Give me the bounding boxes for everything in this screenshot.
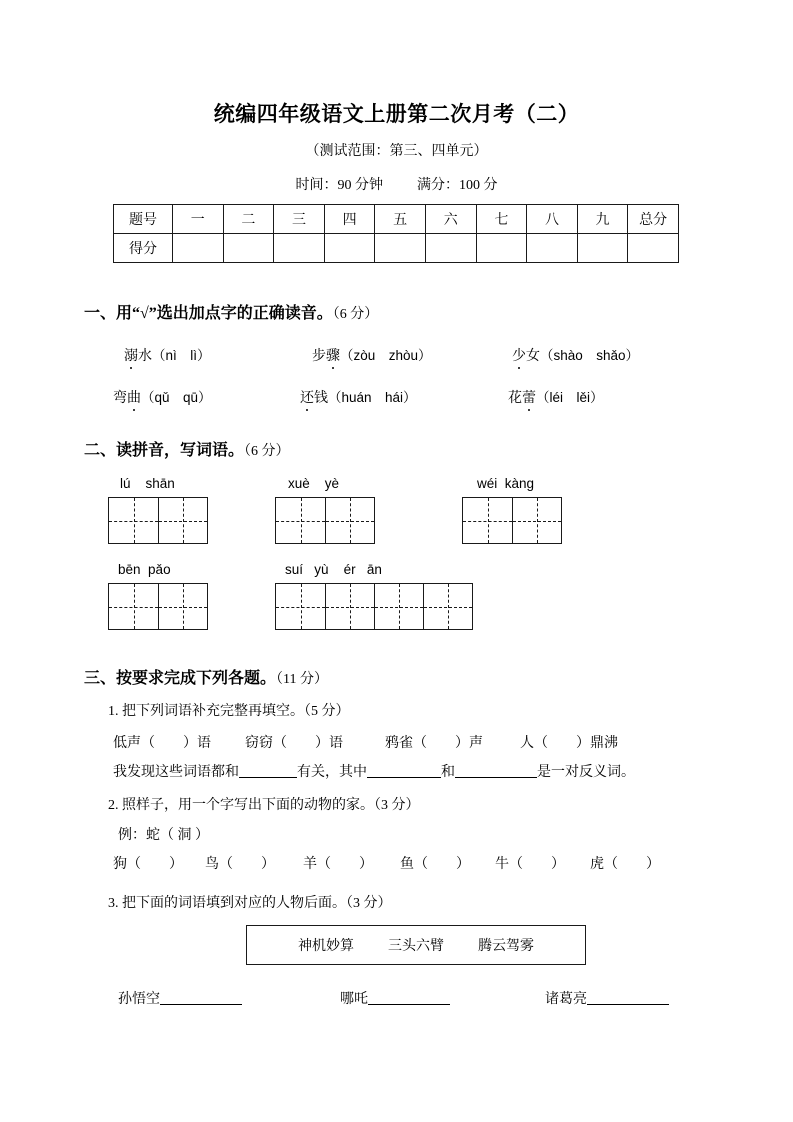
fill-sentence-part-d: 是一对反义词。 [537, 765, 635, 780]
grid-cell[interactable] [463, 498, 512, 543]
writing-grid-3[interactable] [462, 497, 562, 544]
grid-cell[interactable] [512, 498, 561, 543]
col-header-8: 八 [527, 205, 578, 234]
idiom-blank-2[interactable]: 窃窃（ ）语 [245, 736, 343, 751]
col-header-7: 七 [476, 205, 527, 234]
col-header-2: 二 [223, 205, 274, 234]
col-header-total: 总分 [628, 205, 679, 234]
reading-item-3-pinyin: （shào shǎo） [540, 348, 640, 363]
grid-5-pinyin [285, 562, 382, 577]
reading-item-4-pinyin: （qǔ qū） [141, 390, 212, 405]
character-answer-blank-3[interactable] [587, 989, 669, 1005]
grid-5-pinyin-4: ān [366, 562, 382, 577]
table-row-scores [114, 234, 679, 263]
grid-cell[interactable] [158, 498, 207, 543]
question-3-1-fill-sentence [113, 761, 635, 781]
answer-blank-3[interactable] [455, 762, 537, 778]
grid-cell[interactable] [276, 584, 325, 629]
section-2-heading [84, 437, 290, 460]
score-cell-5[interactable] [375, 234, 426, 263]
section-1-heading [84, 300, 378, 323]
grid-2-pinyin [288, 476, 339, 491]
score-cell-8[interactable] [527, 234, 578, 263]
character-answer-blank-1[interactable] [160, 989, 242, 1005]
grid-cell[interactable] [325, 498, 374, 543]
col-header-5: 五 [375, 205, 426, 234]
grid-5-pinyin-1: suí [285, 562, 304, 577]
grid-2-pinyin-1: xuè [288, 476, 310, 491]
fill-sentence-part-b: 有关，其中 [297, 765, 367, 780]
idiom-blank-4[interactable]: 人（ ）鼎沸 [520, 736, 618, 751]
reading-item-2[interactable]: 步骤（zòu zhòu） [312, 344, 432, 365]
grid-cell[interactable] [109, 584, 158, 629]
exam-meta [0, 174, 793, 194]
writing-grid-2[interactable] [275, 497, 375, 544]
score-cell-4[interactable] [324, 234, 375, 263]
fill-sentence-part-c: 和 [441, 765, 455, 780]
grid-5-pinyin-2: yù [314, 562, 329, 577]
score-cell-7[interactable] [476, 234, 527, 263]
table-row-question-numbers [114, 205, 679, 234]
grid-cell[interactable] [423, 584, 472, 629]
idiom-blank-3[interactable]: 鸦雀（ ）声 [385, 736, 483, 751]
word-bank-item-3[interactable]: 腾云驾雾 [478, 939, 534, 954]
dotted-char-zhou: 骤 [326, 345, 340, 365]
grid-cell[interactable] [325, 584, 374, 629]
word-bank-box [246, 925, 586, 965]
row-label-question-no: 题号 [114, 205, 173, 234]
dotted-char-ni: 溺 [124, 345, 138, 365]
col-header-3: 三 [274, 205, 325, 234]
writing-grid-1[interactable] [108, 497, 208, 544]
character-answer-nezha[interactable] [340, 988, 450, 1008]
animal-blank-bird[interactable]: 鸟（ ） [205, 857, 275, 872]
writing-grid-4[interactable] [108, 583, 208, 630]
col-header-6: 六 [425, 205, 476, 234]
score-table [113, 204, 679, 263]
reading-item-2-pinyin: （zòu zhòu） [340, 348, 432, 363]
score-cell-2[interactable] [223, 234, 274, 263]
grid-4-pinyin [118, 562, 171, 577]
character-name-zhugeliang: 诸葛亮 [545, 992, 587, 1007]
question-3-2-prompt-text: 2. 照样子，用一个字写出下面的动物的家。 [108, 798, 374, 813]
grid-1-pinyin-2: shān [145, 476, 175, 491]
writing-grid-5[interactable] [275, 583, 473, 630]
col-header-1: 一 [173, 205, 224, 234]
answer-blank-2[interactable] [367, 762, 441, 778]
character-name-nezha: 哪吒 [340, 992, 368, 1007]
dotted-char-huan: 还 [300, 387, 314, 407]
grid-cell[interactable] [109, 498, 158, 543]
animal-blank-sheep[interactable]: 羊（ ） [303, 857, 373, 872]
page-title: 统编四年级语文上册第二次月考（二） [213, 102, 580, 126]
question-3-1-prompt [108, 700, 350, 720]
grid-1-pinyin [120, 476, 175, 491]
section-1-points: （6 分） [332, 307, 379, 322]
grid-cell[interactable] [158, 584, 207, 629]
grid-3-pinyin-1: wéi [477, 476, 498, 491]
question-3-3-prompt-text: 3. 把下面的词语填到对应的人物后面。 [108, 896, 346, 911]
section-1-heading-text: 一、用“√”选出加点字的正确读音。 [84, 305, 333, 322]
grid-4-pinyin-1: bēn [118, 562, 141, 577]
character-answer-sunwukong[interactable] [118, 988, 242, 1008]
grid-4-pinyin-2: pǎo [148, 562, 171, 577]
col-header-4: 四 [324, 205, 375, 234]
idiom-blank-1[interactable]: 低声（ ）语 [113, 736, 211, 751]
section-2-points: （6 分） [244, 444, 290, 459]
question-3-2-example: 例：蛇（ 洞 ） [118, 828, 209, 843]
exam-time: 时间：90 分钟 [295, 178, 383, 193]
question-3-3-points: （3 分） [346, 896, 392, 911]
score-cell-6[interactable] [425, 234, 476, 263]
animal-blank-dog[interactable]: 狗（ ） [113, 857, 183, 872]
reading-item-3[interactable]: 少女（shào shǎo） [512, 344, 639, 365]
dotted-char-shao: 少 [512, 345, 526, 365]
score-cell-9[interactable] [577, 234, 628, 263]
fill-sentence-part-a: 我发现这些词语都和 [113, 765, 239, 780]
col-header-9: 九 [577, 205, 628, 234]
word-bank-item-1[interactable]: 神机妙算 [298, 939, 354, 954]
animal-blank-tiger[interactable]: 虎（ ） [590, 857, 660, 872]
reading-item-6[interactable]: 花蕾（léi lěi） [508, 386, 604, 407]
question-3-2-points: （3 分） [374, 798, 420, 813]
animal-blank-cow[interactable]: 牛（ ） [495, 857, 565, 872]
section-3-heading-text: 三、按要求完成下列各题。 [84, 670, 277, 687]
grid-3-pinyin-2: kàng [504, 476, 535, 491]
question-3-2-prompt [108, 794, 420, 814]
dotted-char-lei: 蕾 [522, 387, 536, 407]
score-cell-total[interactable] [628, 234, 679, 263]
reading-item-5[interactable]: 还钱（huán hái） [300, 386, 417, 407]
reading-item-4[interactable]: 弯曲（qǔ qū） [113, 386, 212, 407]
score-cell-1[interactable] [173, 234, 224, 263]
exam-total-score: 满分：100 分 [417, 178, 498, 193]
question-3-1-prompt-text: 1. 把下列词语补充完整再填空。 [108, 704, 304, 719]
grid-1-pinyin-1: lú [120, 476, 131, 491]
character-name-sunwukong: 孙悟空 [118, 992, 160, 1007]
dotted-char-qu: 曲 [127, 387, 141, 407]
question-3-3-prompt [108, 892, 392, 912]
grid-5-pinyin-3: ér [343, 562, 356, 577]
reading-item-6-pinyin: （léi lěi） [536, 390, 604, 405]
question-3-1-points: （5 分） [304, 704, 350, 719]
score-cell-3[interactable] [274, 234, 325, 263]
grid-3-pinyin [477, 476, 534, 491]
reading-item-5-pinyin: （huán hái） [328, 390, 417, 405]
word-bank-item-2[interactable]: 三头六臂 [388, 939, 444, 954]
test-scope-subtitle: （测试范围：第三、四单元） [305, 144, 488, 159]
reading-item-1-pinyin: （nì lì） [152, 348, 211, 363]
answer-blank-1[interactable] [239, 762, 297, 778]
section-2-heading-text: 二、读拼音，写词语。 [84, 442, 245, 459]
character-answer-zhugeliang[interactable] [545, 988, 669, 1008]
reading-item-1[interactable]: 溺水（nì lì） [124, 344, 211, 365]
grid-cell[interactable] [276, 498, 325, 543]
row-label-score: 得分 [114, 234, 173, 263]
grid-cell[interactable] [374, 584, 423, 629]
section-3-points: （11 分） [276, 672, 328, 687]
grid-2-pinyin-2: yè [324, 476, 340, 491]
section-3-heading [84, 665, 328, 688]
character-answer-blank-2[interactable] [368, 989, 450, 1005]
animal-blank-fish[interactable]: 鱼（ ） [400, 857, 470, 872]
